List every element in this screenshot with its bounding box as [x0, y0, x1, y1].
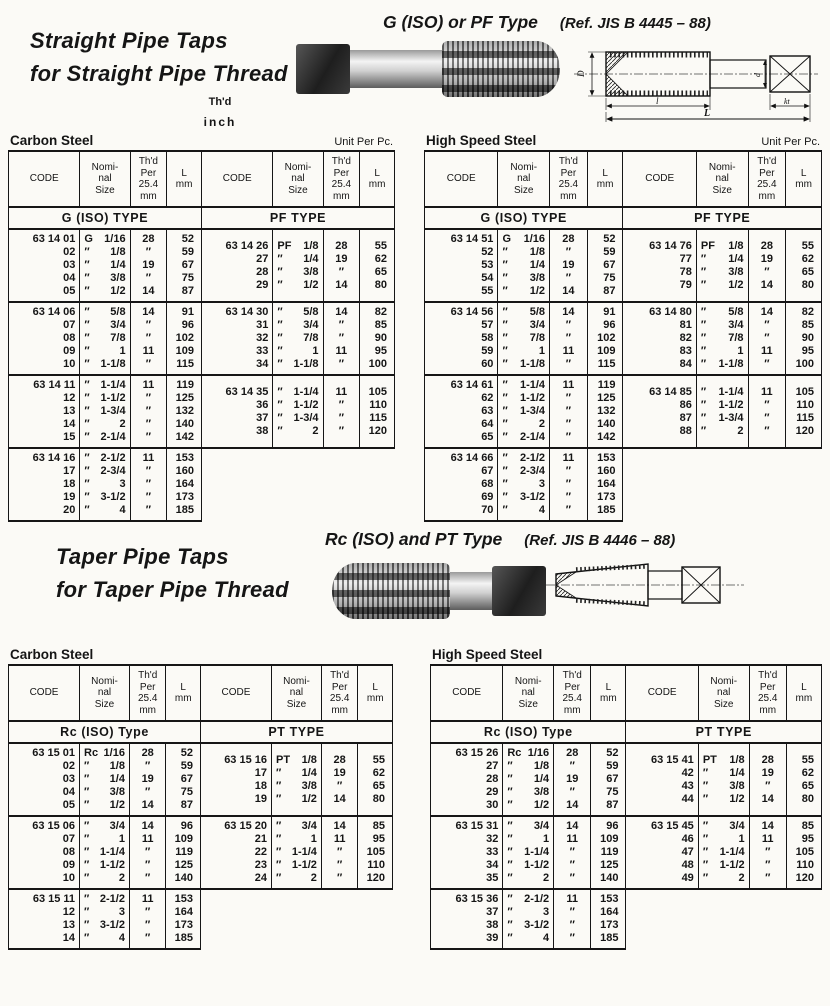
size-cell: ″ 5/8 ″ 3/4 ″ 7/8 ″ 1 ″ 1-1/8 — [273, 302, 323, 375]
size-cell: ″ 2-1/2 ″ 3 ″ 3-1/2 ″ 4 — [80, 889, 130, 949]
length-cell: 52 59 67 75 87 — [167, 229, 202, 302]
length-cell: 96 109 119 125 140 — [591, 816, 626, 889]
size-cell: ″ 5/8 ″ 3/4 ″ 7/8 ″ 1 ″ 1-1/8 — [498, 302, 550, 375]
title-line: for Straight Pipe Thread — [30, 61, 288, 86]
code-cell: 63 15 36 37 38 39 — [431, 889, 503, 949]
length-cell: 85 95 105 110 120 — [786, 816, 821, 889]
column-header: Nomi- nal Size — [498, 151, 550, 207]
column-header: CODE — [9, 151, 80, 207]
size-cell: G 1/16 ″ 1/8 ″ 1/4 ″ 3/8 ″ 1/2 — [80, 229, 130, 302]
code-cell: 63 14 85 86 87 88 — [623, 375, 696, 448]
carbon-steel-block — [8, 122, 395, 522]
straight-tap-diagram — [572, 34, 822, 126]
tap-neck — [450, 572, 492, 610]
code-cell: 63 14 61 62 63 64 65 — [425, 375, 498, 448]
type-band: PF TYPE — [201, 207, 394, 229]
code-cell: 63 14 26 27 28 29 — [201, 229, 272, 302]
type-band: Rc (ISO) Type — [431, 721, 626, 743]
blank-cell — [786, 889, 821, 949]
tap-shank-square — [492, 566, 546, 616]
blank-cell — [323, 448, 360, 521]
length-cell: 85 95 105 110 120 — [358, 816, 393, 889]
blank-cell — [748, 448, 786, 521]
dim-label-D: D — [576, 70, 586, 77]
code-cell: 63 15 26 27 28 29 30 — [431, 743, 503, 816]
blank-cell — [698, 889, 749, 949]
thd-cell: 11 ″ ″ ″ ″ — [550, 375, 588, 448]
size-cell: PF 1/8 ″ 1/4 ″ 3/8 ″ 1/2 — [696, 229, 748, 302]
section-title-straight — [30, 24, 288, 90]
size-cell: ″ 1-1/4 ″ 1-1/2 ″ 1-3/4 ″ 2 — [273, 375, 323, 448]
straight-tap-photo — [296, 30, 560, 108]
length-cell: 153 160 164 173 185 — [167, 448, 202, 521]
size-cell: ″ 2-1/2 ″ 3 ″ 3-1/2 ″ 4 — [503, 889, 554, 949]
blank-cell — [749, 889, 786, 949]
hss-g-pf-table — [424, 150, 822, 522]
column-header: L mm — [587, 151, 623, 207]
thd-note-line: Th'd — [208, 96, 232, 108]
dim-label-l: l — [656, 96, 659, 106]
tap-shank-square — [296, 44, 350, 94]
length-cell: 52 59 67 75 87 — [587, 229, 623, 302]
title-line: Straight Pipe Taps — [30, 28, 228, 53]
blank-cell — [321, 889, 357, 949]
length-cell: 153 164 173 185 — [166, 889, 201, 949]
blank-cell — [200, 889, 271, 949]
thd-cell: 14 11 ″ ″ ″ — [749, 816, 786, 889]
blank-cell — [786, 448, 822, 521]
material-label: Carbon Steel — [10, 133, 94, 148]
thd-cell: 14 11 ″ ″ ″ — [129, 816, 165, 889]
column-header: Nomi- nal Size — [273, 151, 323, 207]
type-heading-taper — [325, 529, 675, 550]
code-cell: 63 15 16 17 18 19 — [200, 743, 271, 816]
dim-label-kt: kt — [784, 97, 790, 106]
jis-reference: (Ref. JIS B 4446 – 88) — [524, 532, 676, 549]
thd-cell: 28 19 ″ 14 — [748, 229, 786, 302]
code-cell: 63 15 20 21 22 23 24 — [200, 816, 271, 889]
code-cell: 63 14 76 77 78 79 — [623, 229, 696, 302]
blank-cell — [360, 448, 395, 521]
section-title-taper — [56, 540, 289, 606]
carbon-steel-block — [8, 636, 393, 950]
column-header: Th'd Per 25.4 mm — [748, 151, 786, 207]
column-header: CODE — [623, 151, 696, 207]
thd-cell: 11 ″ ″ ″ — [323, 375, 360, 448]
code-cell: 63 14 06 07 08 09 10 — [9, 302, 80, 375]
column-header: Th'd Per 25.4 mm — [321, 665, 357, 721]
type-band: G (ISO) TYPE — [425, 207, 623, 229]
length-cell: 52 59 67 75 87 — [591, 743, 626, 816]
blank-cell — [696, 448, 748, 521]
thd-cell: 28 ″ 19 ″ 14 — [130, 229, 167, 302]
column-header: Nomi- nal Size — [80, 665, 130, 721]
code-cell: 63 15 06 07 08 09 10 — [9, 816, 80, 889]
column-header: Th'd Per 25.4 mm — [749, 665, 786, 721]
length-cell: 55 62 65 80 — [786, 743, 821, 816]
taper-tap-diagram — [546, 554, 746, 620]
thd-cell: 14 11 ″ ″ ″ — [554, 816, 591, 889]
column-header: CODE — [626, 665, 698, 721]
size-cell: ″ 5/8 ″ 3/4 ″ 7/8 ″ 1 ″ 1-1/8 — [80, 302, 130, 375]
code-cell: 63 14 56 57 58 59 60 — [425, 302, 498, 375]
thd-cell: 28 19 ″ 14 — [749, 743, 786, 816]
column-header: CODE — [9, 665, 80, 721]
high-speed-steel-block — [424, 122, 822, 522]
thd-cell: 11 ″ ″ ″ ″ — [130, 448, 167, 521]
blank-cell — [201, 448, 272, 521]
thd-cell: 14 ″ ″ 11 ″ — [550, 302, 588, 375]
column-header: Nomi- nal Size — [272, 665, 322, 721]
size-cell: ″ 2-1/2 ″ 2-3/4 ″ 3 ″ 3-1/2 ″ 4 — [498, 448, 550, 521]
title-line: for Taper Pipe Thread — [56, 577, 289, 602]
carbon-rc-pt-table — [8, 664, 393, 950]
title-line: Taper Pipe Taps — [56, 544, 229, 569]
hss-rc-pt-table — [430, 664, 822, 950]
type-band: G (ISO) TYPE — [9, 207, 202, 229]
dim-label-d: d — [753, 73, 762, 77]
column-header: CODE — [425, 151, 498, 207]
size-cell: PF 1/8 ″ 1/4 ″ 3/8 ″ 1/2 — [273, 229, 323, 302]
size-cell: ″ 3/4 ″ 1 ″ 1-1/4 ″ 1-1/2 ″ 2 — [80, 816, 130, 889]
unit-per-pc-label: Unit Per Pc. — [334, 136, 393, 148]
blank-cell — [623, 448, 696, 521]
type-band: PT TYPE — [200, 721, 392, 743]
column-header: L mm — [591, 665, 626, 721]
tap-threaded-end — [332, 563, 450, 619]
length-cell: 82 85 90 95 100 — [360, 302, 395, 375]
code-cell: 63 14 01 02 03 04 05 — [9, 229, 80, 302]
code-cell: 63 14 66 67 68 69 70 — [425, 448, 498, 521]
type-title: G (ISO) or PF Type — [383, 12, 538, 32]
column-header: CODE — [200, 665, 271, 721]
column-header: L mm — [786, 665, 821, 721]
length-cell: 119 125 132 140 142 — [587, 375, 623, 448]
column-header: Nomi- nal Size — [80, 151, 130, 207]
length-cell: 153 160 164 173 185 — [587, 448, 623, 521]
thd-cell: 28 19 ″ 14 — [323, 229, 360, 302]
code-cell: 63 14 11 12 13 14 15 — [9, 375, 80, 448]
blank-cell — [273, 448, 323, 521]
size-cell: ″ 3/4 ″ 1 ″ 1-1/4 ″ 1-1/2 ″ 2 — [698, 816, 749, 889]
thd-cell: 28 ″ 19 ″ 14 — [550, 229, 588, 302]
material-label: High Speed Steel — [432, 647, 543, 662]
jis-reference: (Ref. JIS B 4445 – 88) — [559, 15, 711, 32]
thd-cell: 28 ″ 19 ″ 14 — [129, 743, 165, 816]
blank-cell — [626, 889, 698, 949]
size-cell: ″ 3/4 ″ 1 ″ 1-1/4 ″ 1-1/2 ″ 2 — [503, 816, 554, 889]
code-cell: 63 14 51 52 53 54 55 — [425, 229, 498, 302]
length-cell: 105 110 115 120 — [360, 375, 395, 448]
size-cell: PT 1/8 ″ 1/4 ″ 3/8 ″ 1/2 — [272, 743, 322, 816]
column-header: L mm — [360, 151, 395, 207]
length-cell: 52 59 67 75 87 — [166, 743, 201, 816]
taper-tap-photo — [332, 556, 546, 626]
size-cell: Rc 1/16 ″ 1/8 ″ 1/4 ″ 3/8 ″ 1/2 — [80, 743, 130, 816]
length-cell: 91 96 102 109 115 — [587, 302, 623, 375]
type-band: Rc (ISO) Type — [9, 721, 201, 743]
tap-neck — [350, 50, 442, 88]
blank-cell — [272, 889, 322, 949]
code-cell: 63 15 45 46 47 48 49 — [626, 816, 698, 889]
code-cell: 63 15 41 42 43 44 — [626, 743, 698, 816]
size-cell: G 1/16 ″ 1/8 ″ 1/4 ″ 3/8 ″ 1/2 — [498, 229, 550, 302]
thd-cell: 11 ″ ″ ″ ″ — [130, 375, 167, 448]
column-header: Nomi- nal Size — [698, 665, 749, 721]
thd-cell: 11 ″ ″ ″ — [554, 889, 591, 949]
thd-cell: 11 ″ ″ ″ — [748, 375, 786, 448]
column-header: Th'd Per 25.4 mm — [130, 151, 167, 207]
code-cell: 63 14 80 81 82 83 84 — [623, 302, 696, 375]
thd-cell: 11 ″ ″ ″ — [129, 889, 165, 949]
size-cell: PT 1/8 ″ 1/4 ″ 3/8 ″ 1/2 — [698, 743, 749, 816]
carbon-g-pf-table — [8, 150, 395, 522]
thd-note-line: inch — [203, 115, 237, 129]
high-speed-steel-block — [430, 636, 822, 950]
thd-cell: 28 19 ″ 14 — [321, 743, 357, 816]
thd-cell: 14 ″ ″ 11 ″ — [130, 302, 167, 375]
column-header: Th'd Per 25.4 mm — [554, 665, 591, 721]
column-header: L mm — [167, 151, 202, 207]
column-header: Th'd Per 25.4 mm — [323, 151, 360, 207]
thd-cell: 14 11 ″ ″ ″ — [321, 816, 357, 889]
type-band: PT TYPE — [626, 721, 822, 743]
column-header: L mm — [166, 665, 201, 721]
size-cell: Rc 1/16 ″ 1/8 ″ 1/4 ″ 3/8 ″ 1/2 — [503, 743, 554, 816]
length-cell: 153 164 173 185 — [591, 889, 626, 949]
code-cell: 63 14 16 17 18 19 20 — [9, 448, 80, 521]
length-cell: 55 62 65 80 — [358, 743, 393, 816]
tap-threaded-end — [442, 41, 560, 97]
column-header: Th'd Per 25.4 mm — [129, 665, 165, 721]
dim-label-L: L — [704, 108, 711, 119]
type-title: Rc (ISO) and PT Type — [325, 529, 503, 549]
column-header: Nomi- nal Size — [696, 151, 748, 207]
code-cell: 63 14 30 31 32 33 34 — [201, 302, 272, 375]
thd-cell: 14 ″ ″ 11 ″ — [323, 302, 360, 375]
size-cell: ″ 3/4 ″ 1 ″ 1-1/4 ″ 1-1/2 ″ 2 — [272, 816, 322, 889]
code-cell: 63 14 35 36 37 38 — [201, 375, 272, 448]
column-header: L mm — [358, 665, 393, 721]
blank-cell — [358, 889, 393, 949]
column-header: L mm — [786, 151, 822, 207]
length-cell: 55 62 65 80 — [786, 229, 822, 302]
code-cell: 63 15 01 02 03 04 05 — [9, 743, 80, 816]
size-cell: ″ 2-1/2 ″ 2-3/4 ″ 3 ″ 3-1/2 ″ 4 — [80, 448, 130, 521]
type-band: PF TYPE — [623, 207, 822, 229]
length-cell: 82 85 90 95 100 — [786, 302, 822, 375]
column-header: CODE — [431, 665, 503, 721]
code-cell: 63 15 31 32 33 34 35 — [431, 816, 503, 889]
column-header: Nomi- nal Size — [503, 665, 554, 721]
length-cell: 119 125 132 140 142 — [167, 375, 202, 448]
column-header: Th'd Per 25.4 mm — [550, 151, 588, 207]
unit-per-pc-label: Unit Per Pc. — [761, 136, 820, 148]
code-cell: 63 15 11 12 13 14 — [9, 889, 80, 949]
length-cell: 91 96 102 109 115 — [167, 302, 202, 375]
size-cell: ″ 1-1/4 ″ 1-1/2 ″ 1-3/4 ″ 2 — [696, 375, 748, 448]
size-cell: ″ 1-1/4 ″ 1-1/2 ″ 1-3/4 ″ 2 ″ 2-1/4 — [498, 375, 550, 448]
length-cell: 55 62 65 80 — [360, 229, 395, 302]
thd-cell: 11 ″ ″ ″ ″ — [550, 448, 588, 521]
size-cell: ″ 5/8 ″ 3/4 ″ 7/8 ″ 1 ″ 1-1/8 — [696, 302, 748, 375]
column-header: CODE — [201, 151, 272, 207]
material-label: Carbon Steel — [10, 647, 94, 662]
length-cell: 96 109 119 125 140 — [166, 816, 201, 889]
material-label: High Speed Steel — [426, 133, 537, 148]
thd-cell: 28 ″ 19 ″ 14 — [554, 743, 591, 816]
size-cell: ″ 1-1/4 ″ 1-1/2 ″ 1-3/4 ″ 2 ″ 2-1/4 — [80, 375, 130, 448]
thd-cell: 14 ″ ″ 11 ″ — [748, 302, 786, 375]
length-cell: 105 110 115 120 — [786, 375, 822, 448]
